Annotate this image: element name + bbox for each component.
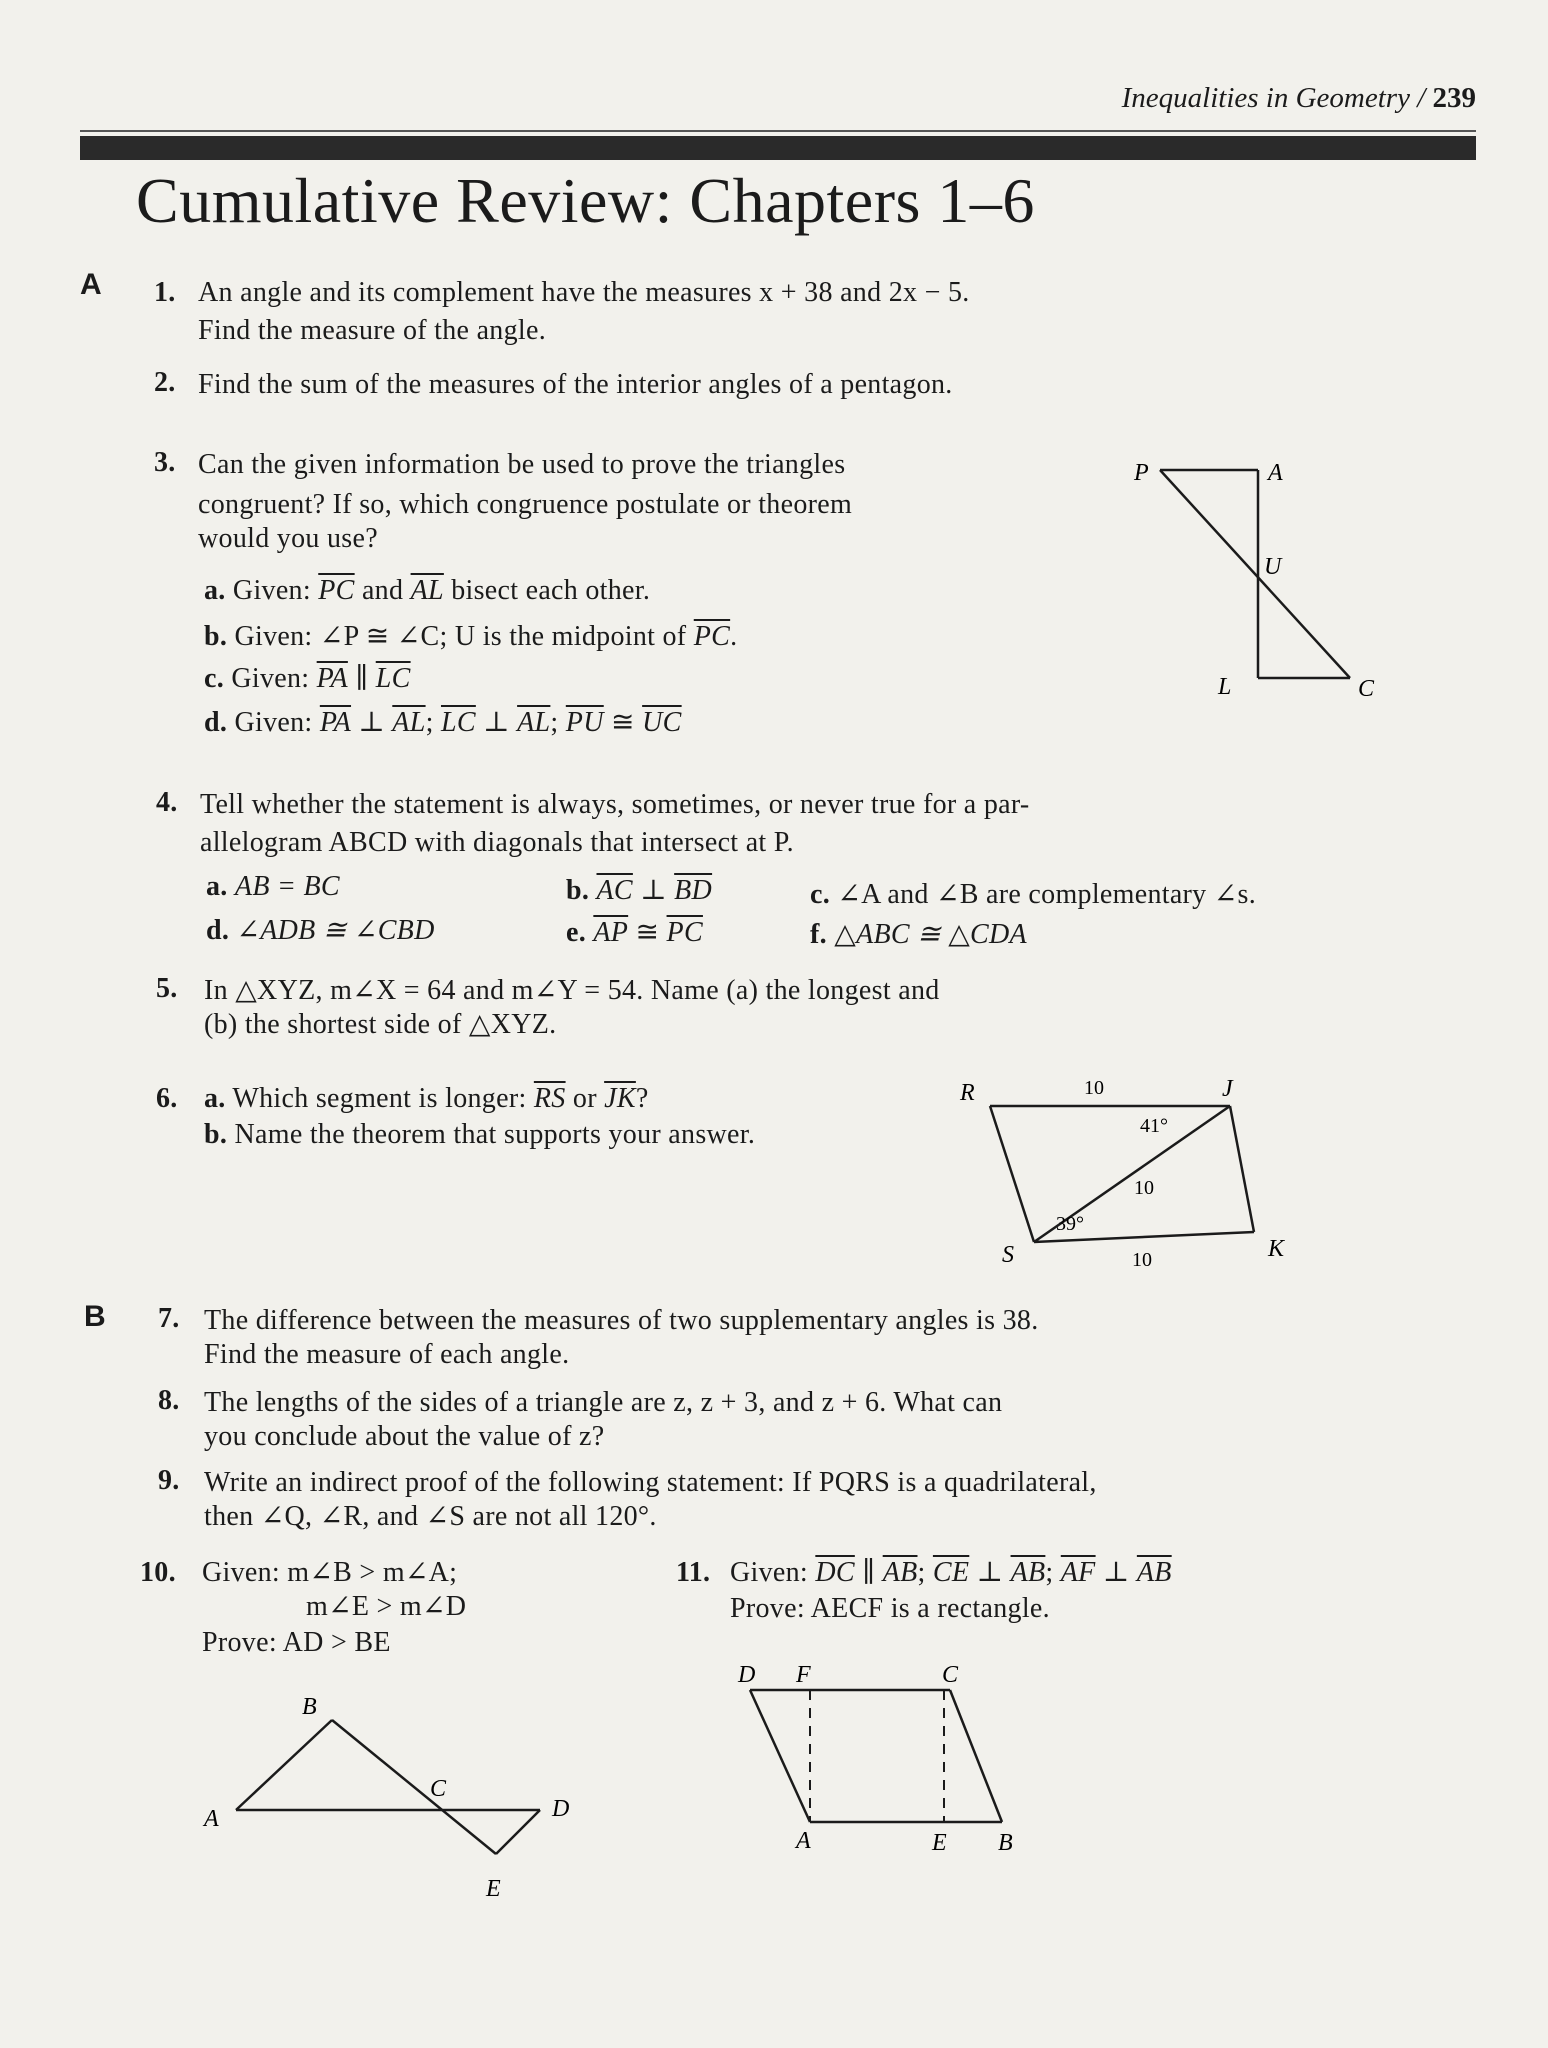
q10-number: 10. [140, 1557, 176, 1588]
q7-number: 7. [158, 1303, 180, 1334]
header-thin-rule [80, 130, 1476, 132]
q4-part-b [566, 872, 712, 910]
q10-figure [190, 1680, 590, 1910]
label-diag-10: 10 [1134, 1177, 1154, 1199]
q9-number: 9. [158, 1465, 180, 1496]
header-title: Inequalities in Geometry / [1121, 82, 1426, 114]
q3d-sep2: ; [550, 707, 559, 738]
q6-number: 6. [156, 1083, 178, 1114]
q4e-seg1: $\overline{AP}$ [593, 917, 629, 948]
q3-line2: congruent? If so, which congruence postulate or theorem [198, 489, 853, 520]
q4d-text: ∠ADB ≅ ∠CBD [236, 915, 435, 946]
q6a-text: Which segment is longer: [232, 1083, 527, 1114]
q11-figure [720, 1650, 1060, 1880]
q11-given-label: Given: [730, 1557, 809, 1588]
q1-line2: Find the measure of the angle. [198, 315, 547, 346]
label-a: A [204, 1806, 219, 1832]
q8-number: 8. [158, 1385, 180, 1416]
q6b-text: Name the theorem that supports your answer. [234, 1119, 756, 1150]
label-b: B [302, 1694, 317, 1720]
label-s: S [1002, 1242, 1014, 1268]
q4e-seg2: $\overline{PC}$ [666, 917, 703, 948]
q4-part-f [810, 916, 1027, 954]
q6a-seg2: $\overline{JK}$ [604, 1083, 636, 1114]
label-c: C [1358, 676, 1375, 702]
label-k: K [1268, 1236, 1285, 1262]
q11-seg2: $\overline{AB}$ [882, 1557, 918, 1588]
q11-seg4: $\overline{AB}$ [1010, 1557, 1046, 1588]
q11-rel3: ⊥ [1102, 1557, 1130, 1588]
q2-text: Find the sum of the measures of the interior angles of a pentagon. [198, 369, 953, 400]
label-top-10: 10 [1084, 1077, 1104, 1099]
q3b-label: b. [204, 621, 228, 652]
label-e: E [486, 1876, 501, 1902]
q6a-post: ? [635, 1083, 649, 1114]
q3a-post: bisect each other. [451, 575, 651, 606]
q3-number: 3. [154, 447, 176, 478]
q2-number: 2. [154, 367, 176, 398]
q3d-seg4: $\overline{AL}$ [517, 707, 551, 738]
segment-be [332, 1720, 496, 1854]
label-b: B [998, 1830, 1013, 1856]
q11-seg1: $\overline{DC}$ [815, 1557, 855, 1588]
q11-sep2: ; [1045, 1557, 1054, 1588]
q4-part-c [810, 876, 1256, 914]
segment-jk [1230, 1106, 1254, 1232]
label-j: J [1222, 1076, 1233, 1102]
q4b-seg2: $\overline{BD}$ [674, 875, 713, 906]
label-c: C [430, 1776, 447, 1802]
label-a: A [1268, 460, 1283, 486]
q4f-text: △ABC ≅ △CDA [834, 919, 1027, 950]
q7-line1: The difference between the measures of two supplementary angles is 38. [204, 1305, 1039, 1336]
q4-part-a [206, 868, 340, 906]
q10-prove: Prove: AD > BE [202, 1627, 391, 1658]
q3d-seg3: $\overline{LC}$ [440, 707, 476, 738]
running-header [1122, 82, 1476, 115]
label-r: R [960, 1080, 975, 1106]
q3a-given: Given: [232, 575, 311, 606]
q3d-sep1: ; [425, 707, 434, 738]
segment-ab [236, 1720, 332, 1810]
q4-number: 4. [156, 787, 178, 818]
label-angle-39: 39° [1056, 1213, 1084, 1235]
q8-line1: The lengths of the sides of a triangle are z, z + 3, and z + 6. What can [204, 1387, 1003, 1418]
q3b-end: . [730, 621, 738, 652]
q3d-seg5: $\overline{PU}$ [565, 707, 604, 738]
q3d-rel2: ⊥ [483, 707, 510, 738]
page-title: Cumulative Review: Chapters 1–6 [136, 165, 1035, 236]
q3a-label: a. [204, 575, 226, 606]
label-p: P [1134, 460, 1149, 486]
label-d: D [552, 1796, 570, 1822]
q3-part-c [204, 660, 411, 698]
q3d-seg2: $\overline{AL}$ [392, 707, 426, 738]
q3d-rel3: ≅ [611, 707, 635, 738]
q3c-given: Given: [231, 663, 310, 694]
page-number: 239 [1432, 82, 1476, 114]
segment-da [750, 1690, 810, 1822]
q7-line2: Find the measure of each angle. [204, 1339, 570, 1370]
q3-part-a [204, 572, 650, 610]
q4a-label: a. [206, 871, 228, 902]
q4-line2: allelogram ABCD with diagonals that intersect at P. [200, 827, 794, 858]
q3d-rel1: ⊥ [358, 707, 385, 738]
question-1 [154, 274, 176, 312]
q3a-seg2: $\overline{AL}$ [410, 575, 444, 606]
q1-number: 1. [154, 277, 176, 308]
section-label-a: A [80, 268, 102, 301]
q6-part-b [204, 1116, 755, 1154]
q6a-or: or [572, 1083, 597, 1114]
q3-figure [1120, 450, 1380, 710]
q5-line2: (b) the shortest side of △XYZ. [204, 1009, 557, 1040]
segment-de [496, 1810, 540, 1854]
q3c-seg2: $\overline{LC}$ [375, 663, 411, 694]
q5-number: 5. [156, 973, 178, 1004]
q3d-label: d. [204, 707, 228, 738]
q4c-text: ∠A and ∠B are complementary ∠s. [837, 879, 1257, 910]
q6a-label: a. [204, 1083, 226, 1114]
q4b-seg1: $\overline{AC}$ [596, 875, 633, 906]
q5-line1: In △XYZ, m∠X = 64 and m∠Y = 54. Name (a) the longest and [204, 975, 940, 1006]
section-label-b: B [84, 1300, 106, 1333]
q4-line1: Tell whether the statement is always, sometimes, or never true for a par- [200, 789, 1030, 820]
q11-seg5: $\overline{AF}$ [1060, 1557, 1096, 1588]
q4f-label: f. [810, 919, 827, 950]
q6b-label: b. [204, 1119, 228, 1150]
q3d-given: Given: [234, 707, 313, 738]
q6-figure [950, 1070, 1290, 1270]
q4a-text: AB = BC [234, 871, 340, 902]
segment-pc [1160, 470, 1350, 678]
q11-sep1: ; [917, 1557, 926, 1588]
q11-number: 11. [676, 1557, 711, 1588]
q11-rel1: ∥ [862, 1557, 876, 1588]
q4e-rel: ≅ [635, 917, 660, 948]
label-e: E [932, 1830, 947, 1856]
q4c-label: c. [810, 879, 831, 910]
q3-part-d [204, 704, 682, 742]
q3b-text: Given: ∠P ≅ ∠C; U is the midpoint of [234, 621, 687, 652]
q11-seg6: $\overline{AB}$ [1136, 1557, 1172, 1588]
q10-given2: m∠E > m∠D [306, 1591, 467, 1622]
q11-seg3: $\overline{CE}$ [932, 1557, 970, 1588]
q3a-seg1: $\overline{PC}$ [318, 575, 355, 606]
q4-part-d [206, 912, 435, 950]
q6a-seg1: $\overline{RS}$ [533, 1083, 566, 1114]
q1-line1: An angle and its complement have the measures x + 38 and 2x − 5. [198, 277, 970, 308]
label-f: F [796, 1662, 811, 1688]
q9-line1: Write an indirect proof of the following statement: If PQRS is a quadrilateral, [204, 1467, 1097, 1498]
q9-line2: then ∠Q, ∠R, and ∠S are not all 120°. [204, 1501, 657, 1532]
q4b-label: b. [566, 875, 590, 906]
q11-prove: Prove: AECF is a rectangle. [730, 1593, 1050, 1624]
q4b-rel: ⊥ [640, 875, 667, 906]
label-l: L [1218, 674, 1232, 700]
q3c-rel: ∥ [355, 663, 369, 694]
label-bottom-10: 10 [1132, 1249, 1152, 1271]
q3c-seg1: $\overline{PA}$ [316, 663, 348, 694]
q4e-label: e. [566, 917, 587, 948]
segment-cb [950, 1690, 1002, 1822]
header-rule [80, 136, 1476, 160]
q3-part-b [204, 618, 737, 656]
q4-part-e [566, 914, 703, 952]
q11-rel2: ⊥ [976, 1557, 1004, 1588]
q11-given [730, 1554, 1172, 1592]
label-c: C [942, 1662, 959, 1688]
q3a-and: and [361, 575, 404, 606]
q4d-label: d. [206, 915, 230, 946]
q3d-seg1: $\overline{PA}$ [319, 707, 352, 738]
label-u: U [1264, 554, 1282, 580]
q8-line2: you conclude about the value of z? [204, 1421, 605, 1452]
q3c-label: c. [204, 663, 225, 694]
q3-line3: would you use? [198, 523, 378, 554]
label-angle-41: 41° [1140, 1115, 1168, 1137]
label-d: D [738, 1662, 756, 1688]
segment-sr [990, 1106, 1034, 1242]
q3d-seg6: $\overline{UC}$ [642, 707, 682, 738]
q10-given: Given: m∠B > m∠A; [202, 1557, 458, 1588]
label-a: A [796, 1828, 811, 1854]
q6-part-a [204, 1080, 649, 1118]
q3-line1: Can the given information be used to prove the triangles [198, 449, 846, 480]
q3b-seg: $\overline{PC}$ [693, 621, 731, 652]
